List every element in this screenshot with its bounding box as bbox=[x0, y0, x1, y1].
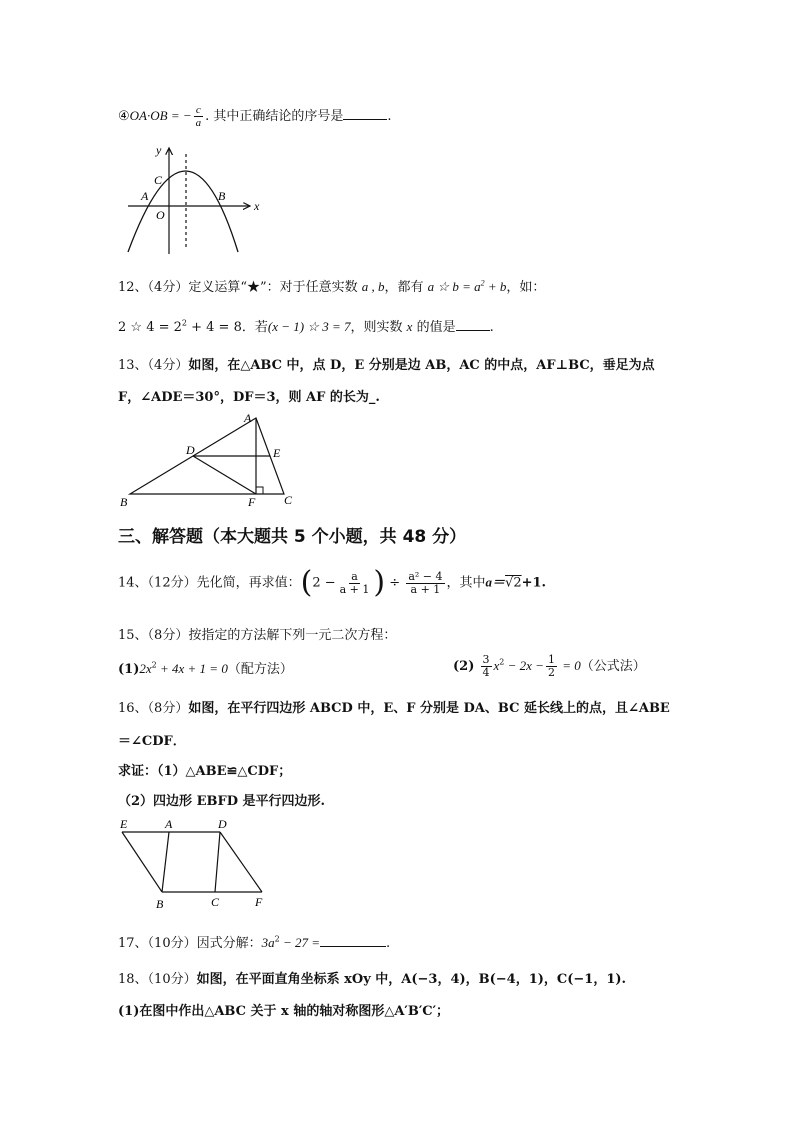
q15-part1 bbox=[118, 658, 293, 677]
expression: 3a bbox=[261, 935, 275, 950]
q15-line1 bbox=[118, 624, 396, 643]
label-y: y bbox=[156, 143, 162, 157]
fraction-denominator: 2 bbox=[547, 666, 555, 679]
close-paren: ) bbox=[373, 565, 386, 600]
label-D: D bbox=[218, 817, 227, 831]
question-text: ，则实数 bbox=[350, 320, 403, 335]
formula-text: a ☆ b = a bbox=[427, 279, 481, 294]
fraction-denominator: a + 1 bbox=[410, 582, 441, 596]
question-text: ，如： bbox=[506, 280, 546, 295]
question-text: F，∠ADE＝30°，DF＝3，则 AF 的长为_. bbox=[118, 390, 380, 405]
q11-tail-text: . 其中正确结论的序号是 bbox=[205, 109, 344, 124]
expression: OA·OB = − bbox=[129, 108, 192, 123]
equation: = 0 bbox=[558, 658, 581, 673]
fraction-1 bbox=[338, 571, 372, 596]
label-C: C bbox=[211, 895, 220, 909]
segment-eb bbox=[122, 832, 162, 892]
label-C: C bbox=[284, 493, 293, 507]
exponent: 2 bbox=[499, 657, 505, 667]
a-equals: a＝ bbox=[485, 574, 506, 590]
label-B: B bbox=[156, 897, 164, 911]
expression: 2 − bbox=[312, 575, 336, 591]
question-number: 18、（10分） bbox=[118, 972, 197, 987]
fraction bbox=[194, 104, 204, 129]
period: . bbox=[387, 109, 392, 124]
question-text: ．若 bbox=[241, 320, 268, 335]
fraction-numerator: a² − 4 bbox=[408, 569, 443, 583]
question-text: 如图，在平面直角坐标系 xOy 中，A(−3，4)，B(−4，1)，C(−1，1). bbox=[196, 972, 627, 987]
exponent: 2 bbox=[480, 278, 485, 288]
divide-sign: ÷ bbox=[389, 575, 401, 591]
question-text: 的值是 bbox=[416, 320, 456, 335]
fraction-denominator: a bbox=[195, 117, 202, 129]
question-text: 定义运算“★”：对于任意实数 bbox=[188, 280, 358, 295]
label-E: E bbox=[273, 446, 281, 460]
label-O: O bbox=[156, 208, 165, 222]
variable: x bbox=[493, 658, 500, 673]
question-text: 先化简，再求值： bbox=[196, 575, 301, 591]
q12-line2 bbox=[118, 316, 494, 335]
variables: a , b bbox=[361, 279, 385, 294]
q18-part1 bbox=[118, 1000, 449, 1019]
part-text: (1)在图中作出△ABC 关于 x 轴的轴对称图形△A′B′C′； bbox=[118, 1004, 450, 1019]
label-B: B bbox=[218, 189, 226, 203]
exponent: 2 bbox=[181, 318, 187, 328]
part-text: （2）四边形 EBFD 是平行四边形. bbox=[118, 794, 326, 809]
exponent: 2 bbox=[151, 660, 157, 670]
prove-text: 求证：（1）△ABE≌△CDF； bbox=[118, 764, 292, 779]
answer-blank bbox=[320, 934, 386, 947]
fraction bbox=[481, 654, 492, 679]
q13-line2 bbox=[118, 386, 380, 405]
question-text: ，其中 bbox=[446, 575, 486, 591]
expression: − 27 = bbox=[279, 935, 320, 950]
open-paren: ( bbox=[300, 565, 313, 600]
label-x: x bbox=[254, 199, 260, 213]
label-C: C bbox=[154, 173, 163, 187]
label-D: D bbox=[186, 443, 195, 457]
formula-text: + b bbox=[484, 279, 507, 294]
q11-line bbox=[118, 104, 392, 129]
fraction-2 bbox=[406, 571, 444, 596]
fraction-numerator: c bbox=[195, 104, 201, 116]
question-text: ，都有 bbox=[384, 280, 424, 295]
equation: − 2x − bbox=[504, 658, 544, 673]
example-expression: + 4 = 8 bbox=[186, 320, 242, 335]
q12-line1 bbox=[118, 276, 545, 295]
plus-one: +1. bbox=[521, 575, 547, 591]
segment-dc bbox=[215, 832, 220, 892]
label-A: A bbox=[165, 817, 173, 831]
method-label: （公式法） bbox=[580, 659, 646, 674]
triangle-figure bbox=[116, 410, 306, 512]
q14-line bbox=[118, 565, 547, 600]
question-number: 13、（4分） bbox=[118, 358, 189, 373]
parallelogram-figure bbox=[116, 816, 276, 916]
section-heading: 三、解答题（本大题共 5 个小题，共 48 分） bbox=[118, 527, 467, 547]
part-label: (1) bbox=[118, 662, 140, 677]
method-label: （配方法） bbox=[227, 662, 293, 677]
example-expression: 2 ☆ 4 = 2 bbox=[118, 320, 182, 335]
exponent: 2 bbox=[274, 934, 280, 944]
part-label: (2) bbox=[453, 659, 475, 674]
label-B: B bbox=[120, 495, 128, 509]
fraction-numerator: 3 bbox=[482, 653, 490, 666]
q16-prove bbox=[118, 760, 291, 779]
answer-blank bbox=[343, 107, 387, 120]
q18-line1 bbox=[118, 968, 626, 987]
parabola-figure bbox=[120, 140, 280, 260]
square-root: √2 bbox=[505, 575, 522, 591]
question-text: ＝∠CDF． bbox=[118, 734, 186, 749]
question-text: 因式分解： bbox=[196, 936, 262, 951]
equation: + 4x + 1 = 0 bbox=[156, 661, 228, 676]
question-text: 如图，在△ABC 中，点 D，E 分别是边 AB，AC 的中点，AF⊥BC，垂足为点 bbox=[188, 358, 655, 373]
label-E: E bbox=[120, 817, 128, 831]
q17-line bbox=[118, 932, 390, 951]
fraction-denominator: a + 1 bbox=[339, 582, 370, 596]
question-number: 16、（8分） bbox=[118, 701, 189, 716]
period: . bbox=[386, 936, 391, 951]
period: . bbox=[489, 320, 494, 335]
question-number: 12、（4分） bbox=[118, 280, 189, 295]
q15-part2 bbox=[453, 654, 646, 679]
segment-df bbox=[193, 456, 256, 494]
variable-x: x bbox=[406, 319, 413, 334]
condition-expression: (x − 1) ☆ 3 = 7 bbox=[267, 319, 351, 334]
parabola-curve bbox=[128, 171, 238, 252]
question-number: 17、（10分） bbox=[118, 936, 197, 951]
q16-line1 bbox=[118, 697, 670, 716]
question-text: 如图，在平行四边形 ABCD 中，E、F 分别是 DA、BC 延长线上的点，且∠ABE bbox=[188, 701, 670, 716]
q13-line1 bbox=[118, 354, 655, 373]
fraction-numerator: a bbox=[351, 569, 358, 583]
fraction-denominator: 4 bbox=[482, 666, 490, 679]
question-text: 按指定的方法解下列一元二次方程： bbox=[188, 628, 397, 643]
question-number: 15、（8分） bbox=[118, 628, 189, 643]
operation-formula bbox=[428, 279, 507, 294]
right-angle-mark bbox=[256, 487, 263, 494]
question-number: 14、（12分） bbox=[118, 575, 197, 591]
fraction-numerator: 1 bbox=[547, 653, 555, 666]
label-A: A bbox=[141, 189, 149, 203]
segment-ab bbox=[162, 832, 169, 892]
fraction bbox=[546, 654, 557, 679]
label-A: A bbox=[244, 411, 252, 425]
answer-blank bbox=[456, 318, 490, 331]
segment-df bbox=[220, 832, 262, 892]
label-F: F bbox=[255, 895, 263, 909]
q16-line2 bbox=[118, 730, 186, 749]
item-number: ④ bbox=[118, 109, 130, 124]
label-F: F bbox=[248, 495, 256, 509]
q16-part2 bbox=[118, 790, 325, 809]
equation: 2x bbox=[139, 661, 152, 676]
